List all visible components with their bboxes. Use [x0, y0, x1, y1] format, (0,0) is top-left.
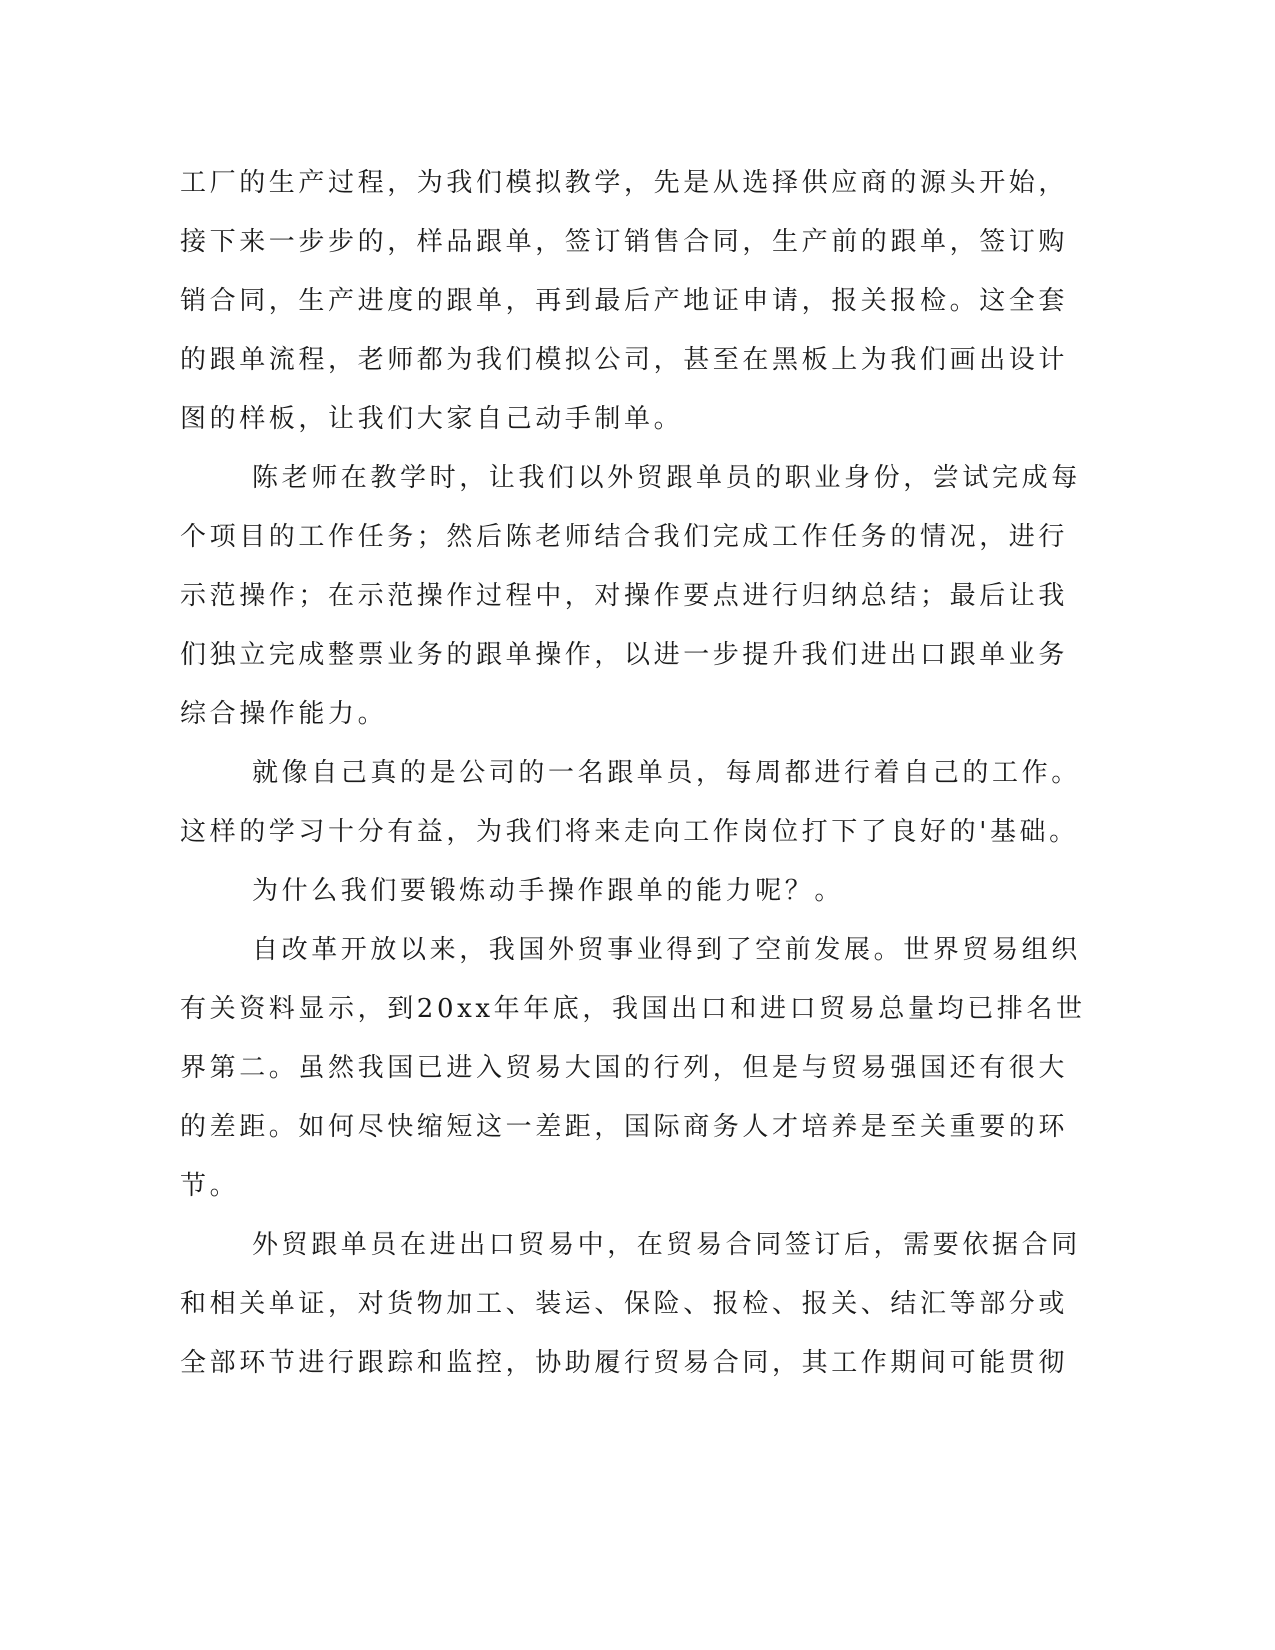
text-line: 节。 — [180, 1171, 240, 1201]
text-line: 有关资料显示，到20xx年年底，我国出口和进口贸易总量均已排名世 — [180, 994, 1086, 1024]
text-line: 个项目的工作任务；然后陈老师结合我们完成工作任务的情况，进行 — [180, 522, 1069, 552]
text-line: 的跟单流程，老师都为我们模拟公司，甚至在黑板上为我们画出设计 — [180, 345, 1069, 375]
text-line: 界第二。虽然我国已进入贸易大国的行列，但是与贸易强国还有很大 — [180, 1053, 1069, 1083]
text-line: 这样的学习十分有益，为我们将来走向工作岗位打下了良好的'基础。 — [180, 817, 1079, 847]
paragraph-start-line: 就像自己真的是公司的一名跟单员，每周都进行着自己的工作。 — [252, 758, 1081, 788]
text-line: 销合同，生产进度的跟单，再到最后产地证申请，报关报检。这全套 — [180, 286, 1069, 316]
text-line: 示范操作；在示范操作过程中，对操作要点进行归纳总结；最后让我 — [180, 581, 1069, 611]
text-line: 的差距。如何尽快缩短这一差距，国际商务人才培养是至关重要的环 — [180, 1112, 1069, 1142]
document-body — [180, 157, 1086, 1396]
text-line: 和相关单证，对货物加工、装运、保险、报检、报关、结汇等部分或 — [180, 1289, 1069, 1319]
paragraph-start-line: 外贸跟单员在进出口贸易中，在贸易合同签订后，需要依据合同 — [252, 1230, 1081, 1260]
text-line: 综合操作能力。 — [180, 699, 388, 729]
text-line: 接下来一步步的，样品跟单，签订销售合同，生产前的跟单，签订购 — [180, 227, 1069, 257]
text-line: 们独立完成整票业务的跟单操作，以进一步提升我们进出口跟单业务 — [180, 640, 1069, 670]
paragraph-start-line: 自改革开放以来，我国外贸事业得到了空前发展。世界贸易组织 — [252, 935, 1081, 965]
paragraph-start-line: 为什么我们要锻炼动手操作跟单的能力呢？。 — [252, 876, 845, 906]
text-line: 全部环节进行跟踪和监控，协助履行贸易合同，其工作期间可能贯彻 — [180, 1348, 1069, 1378]
text-line: 图的样板，让我们大家自己动手制单。 — [180, 404, 684, 434]
paragraph-start-line: 陈老师在教学时，让我们以外贸跟单员的职业身份，尝试完成每 — [252, 463, 1081, 493]
text-line: 工厂的生产过程，为我们模拟教学，先是从选择供应商的源头开始， — [180, 168, 1069, 198]
